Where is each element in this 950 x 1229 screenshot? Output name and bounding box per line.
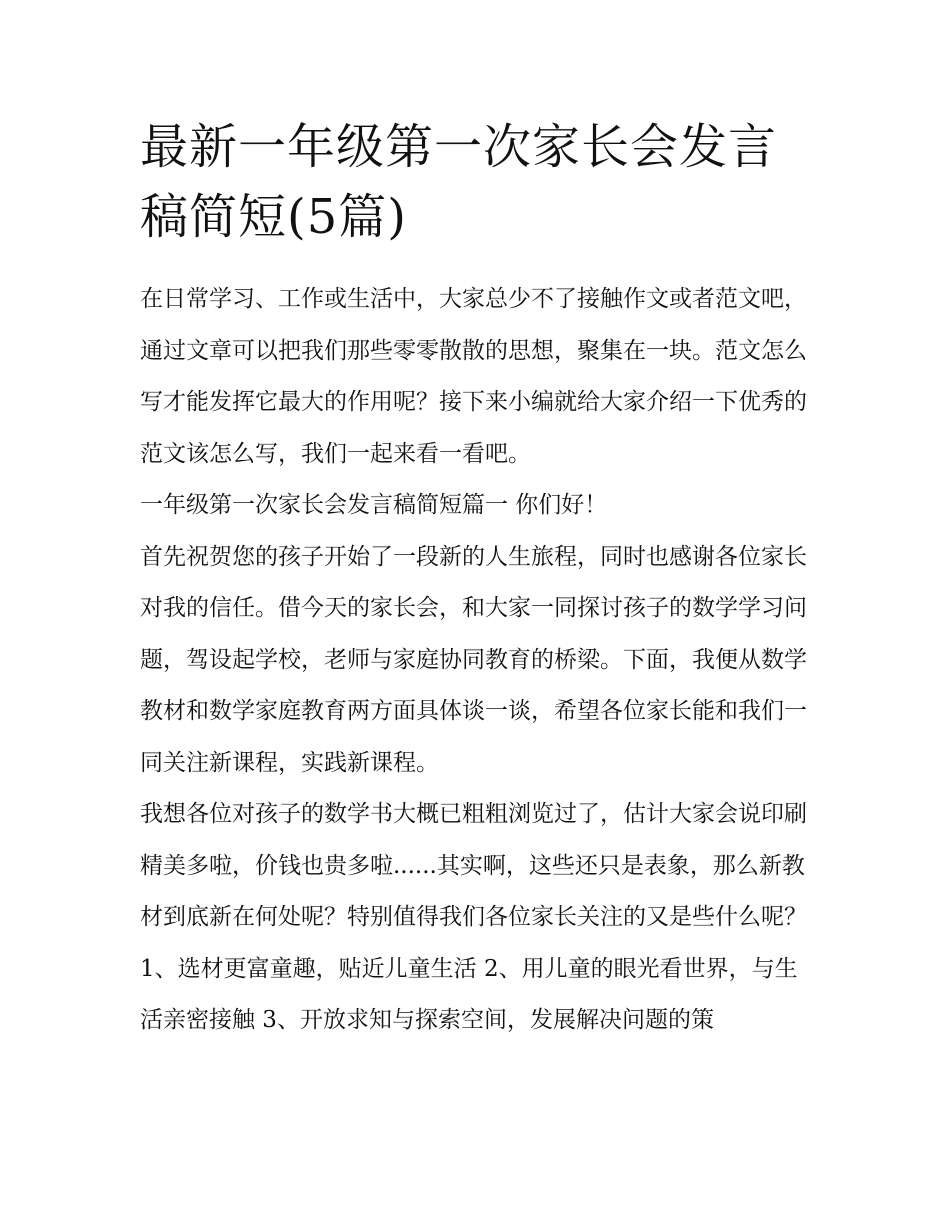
paragraph-list-points: 1、选材更富童趣，贴近儿童生活 2、用儿童的眼光看世界，与生活亲密接触 3、开放求知与探索空间，发展解决问题的策 [140,955,798,1033]
paragraph-intro: 在日常学习、工作或生活中，大家总少不了接触作文或者范文吧，通过文章可以把我们那些零零散散的思想，聚集在一块。范文怎么写才能发挥它最大的作用呢？接下来小编就给大家介绍一下优秀的范文该怎么写，我们一起来看一看吧。 [140,286,807,467]
paragraph-heading-greeting: 一年级第一次家长会发言稿简短篇一 你们好！ [140,492,608,518]
paragraph-textbook-question: 我想各位对孩子的数学书大概已粗粗浏览过了，估计大家会说印刷精美多啦，价钱也贵多啦......其实啊，这些还只是表象，那么新教材到底新在何处呢？特别值得我们各位家长关注的又是些什么呢？ [140,801,807,930]
paragraph-congratulations: 首先祝贺您的孩子开始了一段新的人生旅程，同时也感谢各位家长对我的信任。借今天的家长会，和大家一同探讨孩子的数学学习问题，驾设起学校，老师与家庭协同教育的桥梁。下面，我便从数学教材和数学家庭教育两方面具体谈一谈，希望各位家长能和我们一同关注新课程，实践新课程。 [140,543,807,776]
document-title: 最新一年级第一次家长会发言稿简短(5篇) [140,119,778,245]
document-page [140,112,820,1047]
document-body [140,274,820,1047]
